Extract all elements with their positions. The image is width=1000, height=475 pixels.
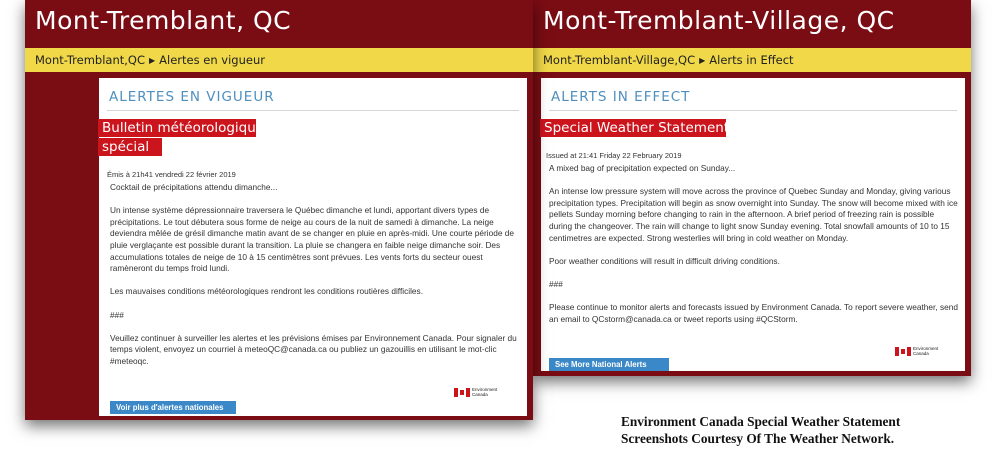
- body-paragraph: Les mauvaises conditions météorologiques rendront les conditions routières difficiles.: [110, 286, 423, 297]
- breadcrumb-arrow-icon: ▶: [699, 56, 706, 65]
- statement-title-line2: spécial: [98, 138, 162, 156]
- environment-canada-logo: [454, 387, 497, 397]
- see-more-alerts-button[interactable]: Voir plus d'alertes nationales: [110, 401, 236, 414]
- page-title: Mont-Tremblant-Village, QC: [543, 6, 895, 35]
- body-paragraph: Veuillez continuer à surveiller les alertes et les prévisions émises par Environnement Canada. Pour signaler du temps violent, envoyez un courriel à meteoQC@canada.ca ou publiez un gazouillis en utilisant le mot-clic #meteoqc.: [110, 332, 517, 366]
- statement-body: [549, 163, 959, 337]
- statement-title: Bulletin météorologique: [98, 119, 256, 137]
- breadcrumb-arrow-icon: ▶: [149, 56, 156, 65]
- canada-flag-icon: [895, 347, 911, 356]
- body-paragraph: A mixed bag of precipitation expected on Sunday...: [549, 163, 736, 173]
- issued-timestamp: Émis à 21h41 vendredi 22 février 2019: [107, 170, 236, 179]
- issued-timestamp: Issued at 21:41 Friday 22 February 2019: [546, 151, 682, 160]
- see-more-alerts-button[interactable]: See More National Alerts: [549, 358, 669, 371]
- statement-body: [110, 182, 518, 379]
- divider: [549, 110, 957, 111]
- body-paragraph: ###: [549, 278, 563, 289]
- page-title: Mont-Tremblant, QC: [35, 6, 292, 35]
- environment-canada-logo: [895, 346, 938, 356]
- body-paragraph: Cocktail de précipitations attendu dimanche...: [110, 182, 278, 192]
- image-caption: [621, 413, 900, 447]
- breadcrumb-current-page: Alertes en vigueur: [159, 53, 265, 67]
- caption-line: Screenshots Courtesy Of The Weather Network.: [621, 431, 895, 446]
- breadcrumb-location-link[interactable]: Mont-Tremblant,QC: [35, 53, 146, 67]
- logo-text: Environment: [472, 387, 498, 392]
- logo-text: Canada: [913, 351, 929, 356]
- canada-flag-icon: [454, 388, 470, 397]
- body-paragraph: ###: [110, 309, 124, 320]
- breadcrumb-current-page: Alerts in Effect: [709, 53, 794, 67]
- alert-content-english: [541, 78, 965, 371]
- body-paragraph: An intense low pressure system will move across the province of Quebec Sunday and Monday, giving various precipitation types. Precipitation will begin as snow overnight into Sunday. The snow will become mixed with ice pellets Sunday morning before changing to rain in the afternoon. A brief period of freezing rain is possible during the changeover. The rain will change to light snow Sunday evening. Total snowfall amounts of 10 to 15 centimetres are expected. Strong westerlies will bring in cold weather on Monday.: [549, 186, 958, 243]
- breadcrumb-location-link[interactable]: Mont-Tremblant-Village,QC: [543, 53, 696, 67]
- breadcrumb: [533, 48, 971, 72]
- alert-content-french-body: [99, 78, 527, 416]
- body-paragraph: Poor weather conditions will result in difficult driving conditions.: [549, 255, 780, 266]
- caption-line: Environment Canada Special Weather Statement: [621, 414, 901, 429]
- section-heading: ALERTS IN EFFECT: [551, 89, 691, 105]
- body-paragraph: Please continue to monitor alerts and forecasts issued by Environment Canada. To report severe weather, send an email to QCstorm@canada.ca or tweet reports using #QCStorm.: [549, 302, 958, 324]
- breadcrumb: [25, 48, 533, 72]
- body-paragraph: Un intense système dépressionnaire traversera le Québec dimanche et lundi, apportant divers types de précipitations. Le tout débutera sous forme de neige au cours de la nuit de samedi à dimanche. La neige deviendra mêlée de grésil dimanche matin avant de se changer en pluie en après-midi. Une courte période de pluie verglaçante est possible durant la transition. La pluie se changera en faible neige dimanche soir. Des accumulations totales de neige de 10 à 15 centimètres sont prévues. Les vents forts du secteur ouest ramèneront du temps froid lundi.: [110, 205, 515, 274]
- divider: [107, 110, 519, 111]
- logo-text: Canada: [472, 392, 488, 397]
- statement-title: Special Weather Statement: [540, 119, 726, 137]
- logo-text: Environment: [913, 346, 939, 351]
- section-heading: ALERTES EN VIGUEUR: [109, 89, 275, 105]
